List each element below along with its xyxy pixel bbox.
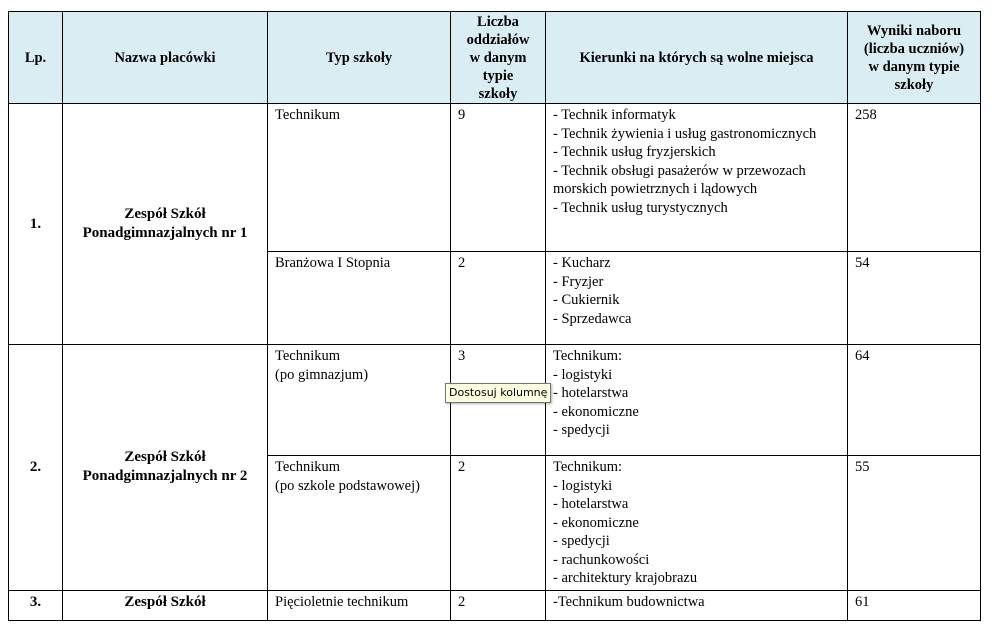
school-name-line: Zespół Szkół [124, 593, 206, 610]
cell-classes[interactable]: 9 [451, 104, 546, 252]
cell-directions[interactable] [546, 456, 848, 591]
header-classes-line: oddziałów [466, 31, 530, 48]
header-lp[interactable]: Lp. [9, 12, 63, 104]
direction-item: - rachunkowości [553, 551, 650, 568]
direction-item: - ekonomiczne [553, 514, 639, 531]
cell-type[interactable] [268, 590, 451, 620]
direction-item: Technikum: [553, 459, 623, 475]
direction-item: - Technik usług fryzjerskich [553, 144, 716, 160]
cell-lp[interactable]: 1. [9, 104, 63, 345]
direction-item: - ekonomiczne [553, 403, 639, 420]
cell-classes[interactable]: 2 [451, 456, 546, 591]
header-classes-line: typie [482, 67, 514, 84]
cell-directions[interactable] [546, 590, 848, 620]
direction-item: - spedycji [553, 533, 610, 549]
header-row [9, 12, 981, 104]
type-line: Branżowa I Stopnia [275, 255, 391, 271]
direction-item: - Technik obsługi pasażerów w przewozach morskich powietrznych i lądowych [553, 162, 806, 197]
cell-results[interactable]: 61 [848, 590, 981, 620]
direction-item: -Technikum budownictwa [553, 593, 705, 610]
cell-classes[interactable]: 2 [451, 252, 546, 345]
header-name[interactable]: Nazwa placówki [63, 12, 268, 104]
type-line: Technikum [275, 107, 341, 123]
header-results-line: Wyniki naboru [866, 22, 962, 39]
school-name-line: Zespół Szkół [124, 449, 206, 466]
cell-results[interactable]: 54 [848, 252, 981, 345]
direction-item: - hotelarstwa [553, 385, 629, 401]
cell-lp[interactable]: 3. [9, 590, 63, 620]
type-line: Pięcioletnie technikum [275, 593, 409, 610]
direction-item: - logistyki [553, 366, 613, 383]
direction-item: - Fryzjer [553, 273, 604, 290]
cell-results[interactable]: 55 [848, 456, 981, 591]
header-classes-line: Liczba [477, 13, 519, 30]
direction-item: - Kucharz [553, 255, 611, 271]
direction-item: - Technik usług turystycznych [553, 199, 728, 216]
direction-item: - Cukiernik [553, 292, 620, 308]
direction-item: - spedycji [553, 422, 610, 438]
direction-item: - Technik informatyk [553, 107, 676, 123]
direction-item: Technikum: [553, 348, 623, 364]
direction-item: - hotelarstwa [553, 496, 629, 512]
header-results-line: w danym typie [868, 58, 960, 75]
school-name-line: Ponadgimnazjalnych nr 2 [82, 468, 248, 485]
recruitment-table [8, 11, 981, 621]
type-line: Technikum [275, 459, 341, 475]
header-classes-line: szkoły [478, 85, 518, 102]
cell-school-name[interactable] [63, 590, 268, 620]
cell-type[interactable] [268, 104, 451, 252]
school-name-line: Zespół Szkół [124, 206, 206, 222]
cell-type[interactable] [268, 345, 451, 456]
cell-school-name[interactable] [63, 345, 268, 591]
table-row [9, 104, 981, 252]
type-line: Technikum [275, 348, 341, 364]
cell-results[interactable]: 64 [848, 345, 981, 456]
cell-results[interactable]: 258 [848, 104, 981, 252]
school-name-line: Ponadgimnazjalnych nr 1 [82, 225, 248, 241]
direction-item: - architektury krajobrazu [553, 570, 698, 586]
cell-lp[interactable]: 2. [9, 345, 63, 591]
cell-type[interactable] [268, 456, 451, 591]
cell-type[interactable] [268, 252, 451, 345]
header-results-line: (liczba uczniów) [863, 40, 965, 57]
header-classes-line: w danym [469, 49, 527, 66]
direction-item: - Technik żywienia i usług gastronomicznych [553, 125, 817, 142]
header-results[interactable] [848, 12, 981, 104]
cell-directions[interactable] [546, 252, 848, 345]
direction-item: - logistyki [553, 477, 613, 494]
type-line: (po gimnazjum) [275, 366, 369, 383]
cell-directions[interactable] [546, 104, 848, 252]
column-adjust-tooltip: Dostosuj kolumnę [445, 383, 551, 403]
cell-school-name[interactable] [63, 104, 268, 345]
cell-classes[interactable]: 3 [451, 345, 546, 456]
cell-directions[interactable] [546, 345, 848, 456]
header-results-line: szkoły [894, 76, 934, 93]
header-directions[interactable]: Kierunki na których są wolne miejsca [546, 12, 848, 104]
header-type[interactable]: Typ szkoły [268, 12, 451, 104]
cell-classes[interactable]: 2 [451, 590, 546, 620]
direction-item: - Sprzedawca [553, 310, 632, 327]
type-line: (po szkole podstawowej) [275, 477, 420, 494]
header-classes[interactable] [451, 12, 546, 104]
table-row [9, 590, 981, 620]
